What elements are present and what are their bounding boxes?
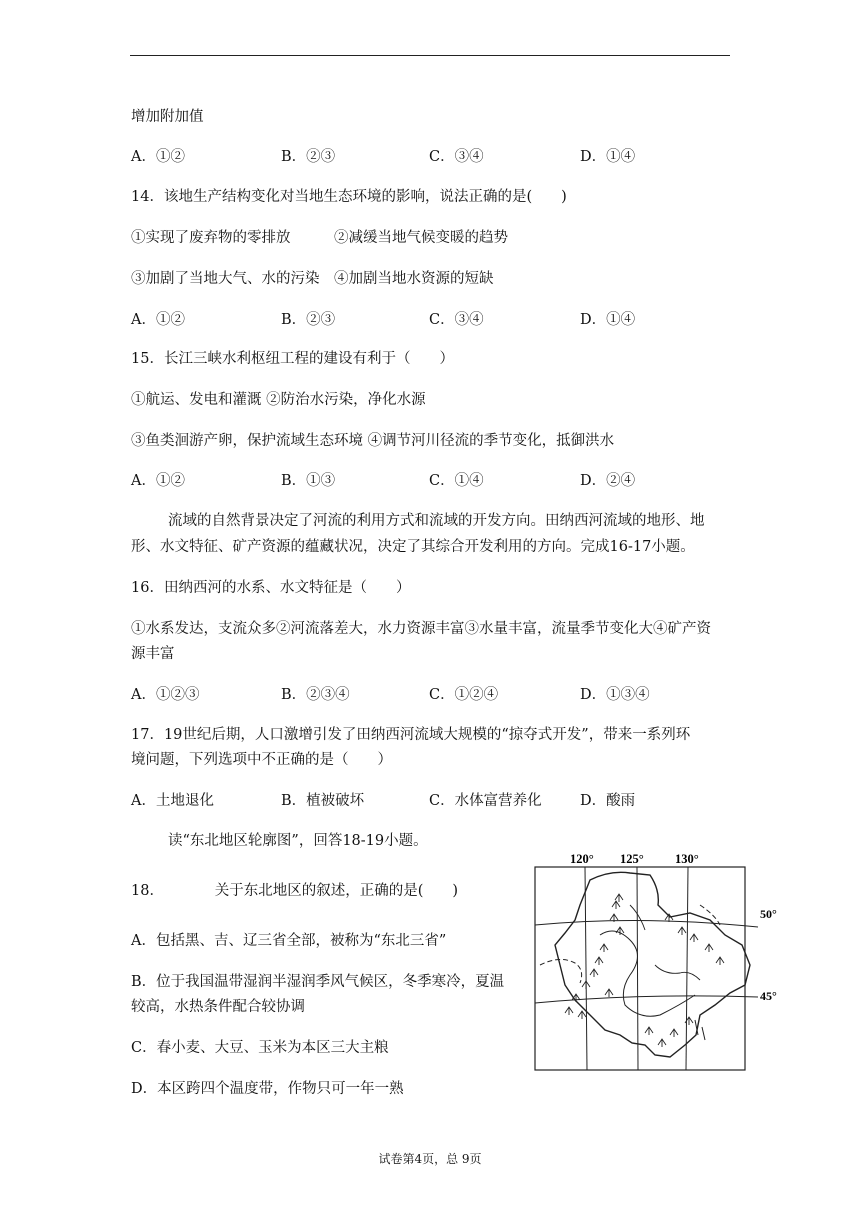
question-17: 17．19世纪后期，人口激增引发了田纳西河流域大规模的“掠夺式开发”，带来一系列环 (131, 727, 691, 743)
lon-label: 120° (570, 852, 594, 866)
instruction-line: 读“东北地区轮廓图”，回答18-19小题。 (168, 833, 428, 849)
meridian-125 (637, 867, 638, 1070)
option-c-line: C．春小麦、大豆、玉米为本区三大主粮 (131, 1040, 389, 1056)
text-line: 增加附加值 (131, 109, 204, 125)
option-b-line: B．位于我国温带湿润半湿润季风气候区，冬季寒冷，夏温 (131, 974, 505, 990)
page-footer: 试卷第4页，总 9页 (378, 1152, 482, 1166)
option-b-line-cont: 较高，水热条件配合较协调 (131, 999, 305, 1015)
question-14: 14．该地生产结构变化对当地生态环境的影响，说法正确的是( ) (131, 189, 567, 205)
dashed-boundary (540, 959, 582, 983)
option-a-line: A．包括黑、吉、辽三省全部，被称为“东北三省” (131, 933, 447, 949)
options-row-14 (131, 310, 691, 330)
northeast-china-map (520, 845, 790, 1075)
region-outline (555, 872, 750, 1057)
option-b: B．②③④ (281, 687, 350, 703)
option-b: B．植被破坏 (281, 793, 365, 809)
statement-line: ①实现了废弃物的零排放 ②减缓当地气候变暖的趋势 (131, 230, 508, 246)
statement-line: ①水系发达，支流众多②河流落差大，水力资源丰富③水量丰富，流量季节变化大④矿产资 (131, 621, 711, 637)
meridian-130 (686, 867, 688, 1070)
option-c: C．①②④ (429, 687, 499, 703)
lon-label: 130° (675, 852, 699, 866)
option-c: C．①④ (429, 473, 484, 489)
option-d: D．①③④ (580, 687, 650, 703)
lat-label: 45° (760, 989, 777, 1003)
dashed-boundary (695, 1020, 705, 1040)
parallel-50 (535, 920, 758, 927)
option-d: D．②④ (580, 473, 636, 489)
river (655, 965, 700, 980)
option-d: D．酸雨 (580, 793, 636, 809)
map-frame (535, 867, 745, 1070)
option-d: D．①④ (580, 312, 636, 328)
option-b: B．①③ (281, 473, 336, 489)
option-b: B．②③ (281, 149, 336, 165)
passage-line: 形、水文特征、矿产资源的蕴藏状况，决定了其综合开发利用的方向。完成16-17小题。 (131, 539, 695, 555)
question-18: 18． 关于东北地区的叙述，正确的是( ) (131, 883, 459, 899)
statement-line: ①航运、发电和灌溉 ②防治水污染，净化水源 (131, 392, 426, 408)
options-row-15 (131, 471, 691, 491)
option-d-line: D．本区跨四个温度带，作物只可一年一熟 (131, 1081, 404, 1097)
meridian-120 (585, 867, 587, 1070)
dashed-boundary (700, 905, 720, 925)
statement-line: 源丰富 (131, 646, 175, 662)
lat-label: 50° (760, 907, 777, 921)
province-boundary (600, 931, 695, 1016)
question-17-cont: 境问题，下列选项中不正确的是（ ） (131, 752, 392, 768)
passage-line: 流域的自然背景决定了河流的利用方式和流域的开发方向。田纳西河流域的地形、地 (168, 513, 705, 529)
question-16: 16．田纳西河的水系、水文特征是（ ） (131, 580, 411, 596)
options-row-13 (131, 147, 691, 167)
option-a: A．①② (131, 312, 185, 328)
option-d: D．①④ (580, 149, 636, 165)
statement-line: ③加剧了当地大气、水的污染 ④加剧当地水资源的短缺 (131, 271, 494, 287)
option-a: A．①② (131, 149, 185, 165)
header-rule (130, 55, 730, 56)
option-a: A．①②③ (131, 687, 200, 703)
option-c: C．水体富营养化 (429, 793, 542, 809)
statement-line: ③鱼类洄游产卵，保护流域生态环境 ④调节河川径流的季节变化，抵御洪水 (131, 433, 615, 449)
options-row-16 (131, 685, 691, 705)
option-c: C．③④ (429, 312, 484, 328)
option-b: B．②③ (281, 312, 336, 328)
option-a: A．土地退化 (131, 793, 214, 809)
option-a: A．①② (131, 473, 185, 489)
option-c: C．③④ (429, 149, 484, 165)
lon-label: 125° (620, 852, 644, 866)
options-row-17 (131, 791, 691, 811)
question-15: 15．长江三峡水利枢纽工程的建设有利于（ ） (131, 351, 454, 367)
